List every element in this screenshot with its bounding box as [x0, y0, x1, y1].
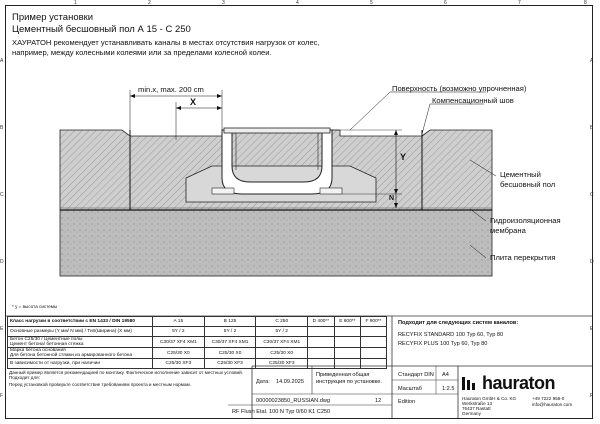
- grid-mark-top-5: 5: [370, 0, 373, 6]
- reinf-label-1: Марка бетона: [10, 348, 41, 353]
- label-floor-2: бесшовный пол: [500, 180, 556, 189]
- company-phone: +49 7222 958-0: [532, 396, 565, 401]
- standard-label: Стандарт DIN: [398, 372, 434, 378]
- class-b125: B 125: [204, 317, 256, 327]
- grid-mark-side-a-right: A: [590, 58, 594, 64]
- dim-min-label: min.x, max. 200 cm: [138, 85, 204, 94]
- concrete-value: C30/37 XF4 XM1: [153, 337, 205, 348]
- page-title: Пример установки: [12, 12, 94, 23]
- grid-mark-side-e: E: [0, 326, 4, 332]
- scale-label: Масштаб: [398, 386, 422, 392]
- label-slab: Плита перекрытия: [490, 253, 556, 262]
- grid-mark-side-b: B: [0, 125, 4, 131]
- file-name: RF Flush Etal. 100 N Typ 0/60 K1 C250: [232, 409, 331, 415]
- grid-mark-side-f: F: [0, 393, 4, 399]
- company-address-4: Germany: [462, 411, 481, 416]
- base-sub: В зависимости от нагрузки, при наличии: [8, 359, 153, 369]
- grid-mark-top-8: 8: [584, 0, 587, 6]
- date-value: 14.09.2025: [276, 379, 304, 385]
- note-text-2: Перед установкой проверьте соответствие требованиям проекта и местным нормам.: [9, 382, 191, 387]
- label-surface: Поверхность (возможно упрочненная): [392, 84, 527, 93]
- class-e600: E 600**: [334, 317, 360, 327]
- concrete-sub: Цемент бетона/ бетонная стяжка: [10, 342, 84, 347]
- reinf-value: C25/30 X0: [204, 348, 256, 359]
- grid-mark-side-c: C: [0, 192, 4, 198]
- grid-mark-side-d-right: D: [590, 259, 594, 265]
- base-value: C25/30 XF3: [256, 359, 308, 369]
- class-a15: A 15: [153, 317, 205, 327]
- suitable-header: Подходит для следующих систем каналов:: [398, 320, 519, 326]
- company-address-3: 76437 Rastatt: [462, 406, 491, 411]
- grid-mark-top-2: 2: [148, 0, 151, 6]
- grid-mark-side-e-right: E: [590, 326, 594, 332]
- grid-mark-top-1: 1: [74, 0, 77, 6]
- grid-mark-top-6: 6: [444, 0, 447, 6]
- reinf-value: C25/30 X0: [153, 348, 205, 359]
- reinf-sub: Для бетона бетонной стяжки из армированного бетона: [10, 353, 133, 358]
- class-d400: D 400**: [308, 317, 335, 327]
- concrete-value: C30/37 XF4 XM1: [204, 337, 256, 348]
- label-membrane-2: мембрана: [490, 226, 526, 235]
- grid-mark-top-7: 7: [518, 0, 521, 6]
- info-line-1: Приведенная общая: [316, 372, 370, 378]
- grid-mark-top-3: 3: [222, 0, 225, 6]
- label-joint: Компенсационный шов: [432, 96, 514, 105]
- company-mail: info@hauraton.com: [532, 402, 573, 407]
- dims-label: Основные размеры (Y мм/ N мм) / Тип(Ширина) (X мм): [8, 327, 153, 337]
- company-address-2: Werkstraße 13: [462, 401, 493, 406]
- sheet-number: 12: [375, 398, 382, 404]
- grid-mark-side-f-right: F: [590, 393, 594, 399]
- class-header: Класс нагрузки в соответствии с EN 1433 / DIN 19580: [8, 317, 153, 327]
- page-subtitle: Цементный бесшовный пол А 15 - С 250: [12, 24, 191, 35]
- class-c250: C 250: [256, 317, 308, 327]
- hauraton-logo-icon: [462, 377, 478, 390]
- dim-y-label: Y: [400, 152, 407, 162]
- date-label: Дата:: [256, 379, 270, 385]
- company-logo: hauraton: [482, 373, 556, 393]
- reinf-label-2: основания: [42, 348, 66, 353]
- label-floor-1: Цементный: [500, 170, 541, 179]
- drawing-number: 00000023850_RUSSIAN.dwg: [256, 398, 331, 404]
- grid-mark-top-4: 4: [296, 0, 299, 6]
- concrete-label-1: Бетон С25/30: [10, 337, 40, 342]
- company-address-1: Hauraton GmbH & Co. KG: [462, 396, 517, 401]
- concrete-value: C30/37 XF4 XM1: [256, 337, 308, 348]
- grid-mark-side-b-right: B: [590, 125, 594, 131]
- dims-value: 5Y / 2: [256, 327, 308, 337]
- base-value: C25/30 XF3: [153, 359, 205, 369]
- standard-value: A4: [442, 372, 449, 378]
- class-f900: F 900**: [361, 317, 387, 327]
- dim-x-label: X: [190, 97, 197, 107]
- grid-mark-side-a: A: [0, 58, 4, 64]
- edition-label: Edition: [398, 399, 416, 405]
- dim-n-label: N: [389, 195, 395, 202]
- label-membrane-1: Гидроизоляционная: [490, 216, 561, 225]
- scale-value: 1:2.5: [442, 386, 455, 392]
- dims-value: 5Y / 2: [153, 327, 205, 337]
- info-line-2: инструкция по установке.: [316, 379, 382, 385]
- footnote: * у = высота системы: [12, 304, 58, 309]
- grid-mark-side-d: D: [0, 259, 4, 265]
- description-line-1: ХАУРАТОН рекомендует устанавливать каналы в местах отсутствия нагрузок от колес,: [12, 38, 320, 47]
- description-line-2: например, между колесными колеями или за пределами колесной колеи.: [12, 48, 272, 57]
- concrete-label-2: Цементные полы: [43, 337, 83, 342]
- suitable-item-2: RECYFIX PLUS 100 Typ 60, Typ 80: [398, 341, 488, 347]
- suitable-item-1: RECYFIX STANDARD 100 Typ 60, Typ 80: [398, 332, 504, 338]
- base-value: C25/30 XF3: [204, 359, 256, 369]
- note-text: Данный пример является рекомендацией по монтажу. Фактическое исполнение зависит от местных условий. Подходит для:: [9, 370, 243, 381]
- concrete-label: Бетон С25/30 / Цементные полы Цемент бетона/ бетонная стяжка: [8, 337, 153, 348]
- dims-value: 5Y / 2: [204, 327, 256, 337]
- grid-mark-side-c-right: C: [590, 192, 594, 198]
- reinf-value: C25/30 X0: [256, 348, 308, 359]
